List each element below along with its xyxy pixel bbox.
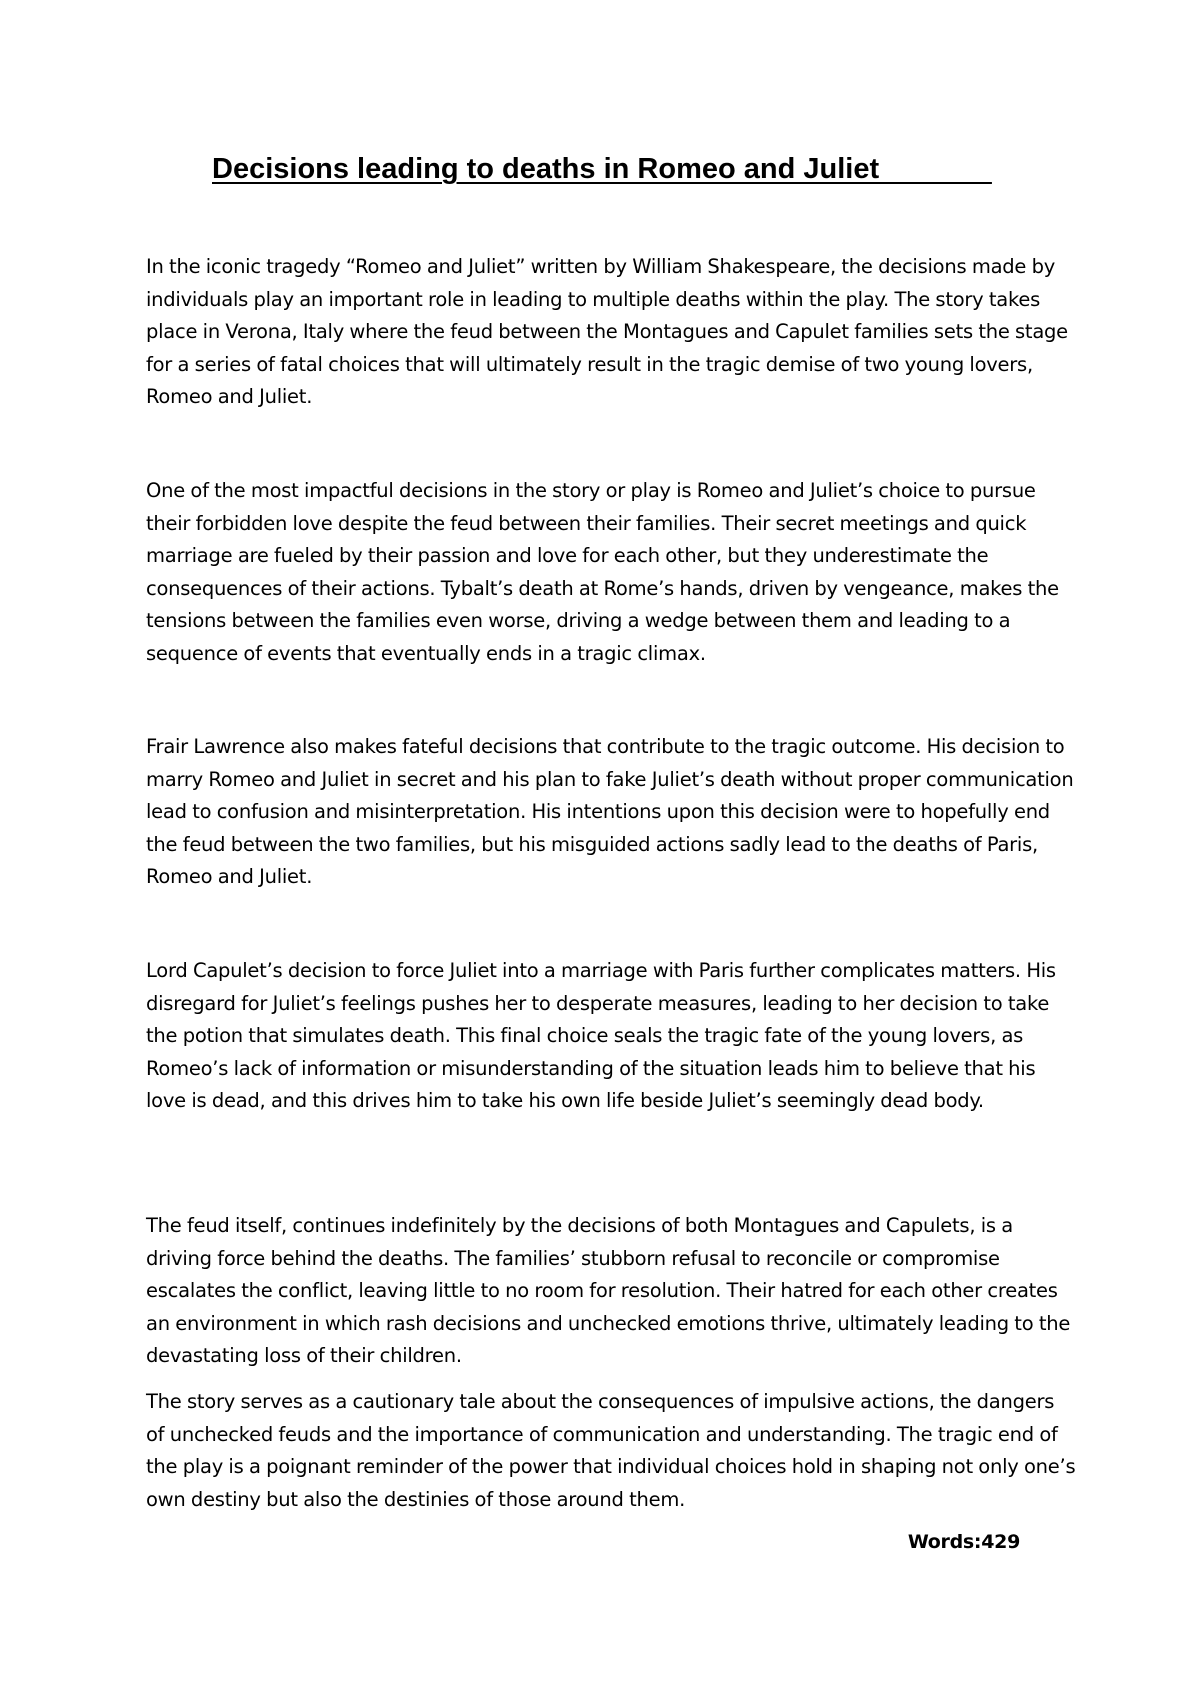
paragraph-introduction: In the iconic tragedy “Romeo and Juliet” written by William Shakespeare, the decisions made by individuals play an important role in leading to multiple deaths within the play. The story takes place in Verona, Italy where the feud between the Montagues and Capulet families sets the stage for a series of fatal choices that will ultimately result in the tragic demise of two young lovers, Romeo and Juliet.: [146, 255, 1068, 408]
paragraph-forbidden-love: One of the most impactful decisions in the story or play is Romeo and Juliet’s choice to pursue their forbidden love despite the feud between their families. Their secret meetings and quick marriage are fueled by their passion and love for each other, but they underestimate the consequences of their actions. Tybalt’s death at Rome’s hands, driven by vengeance, makes the tensions between the families even worse, driving a wedge between them and leading to a sequence of events that eventually ends in a tragic climax.: [146, 479, 1059, 665]
word-count: Words:429: [907, 1531, 1020, 1553]
paragraph-family-feud: The feud itself, continues indefinitely by the decisions of both Montagues and Capulets, is a driving force behind the deaths. The families’ stubborn refusal to reconcile or compromise escalates the conflict, leaving little to no room for resolution. Their hatred for each other creates an environment in which rash decisions and unchecked emotions thrive, ultimately leading to the devastating loss of their children.: [146, 1214, 1071, 1367]
document-title: Decisions leading to deaths in Romeo and Juliet: [212, 153, 992, 185]
paragraph-conclusion: The story serves as a cautionary tale about the consequences of impulsive actions, the dangers of unchecked feuds and the importance of communication and understanding. The tragic end of the play is a poignant reminder of the power that individual choices hold in shaping not only one’s own destiny but also the destinies of those around them.: [146, 1390, 1076, 1511]
paragraph-lord-capulet: Lord Capulet’s decision to force Juliet into a marriage with Paris further complicates matters. His disregard for Juliet’s feelings pushes her to desperate measures, leading to her decision to take the potion that simulates death. This final choice seals the tragic fate of the young lovers, as Romeo’s lack of information or misunderstanding of the situation leads him to believe that his love is dead, and this drives him to take his own life beside Juliet’s seemingly dead body.: [146, 959, 1056, 1112]
paragraph-friar-lawrence: Frair Lawrence also makes fateful decisions that contribute to the tragic outcome. His decision to marry Romeo and Juliet in secret and his plan to fake Juliet’s death without proper communication lead to confusion and misinterpretation. His intentions upon this decision were to hopefully end the feud between the two families, but his misguided actions sadly lead to the deaths of Paris, Romeo and Juliet.: [146, 735, 1074, 888]
